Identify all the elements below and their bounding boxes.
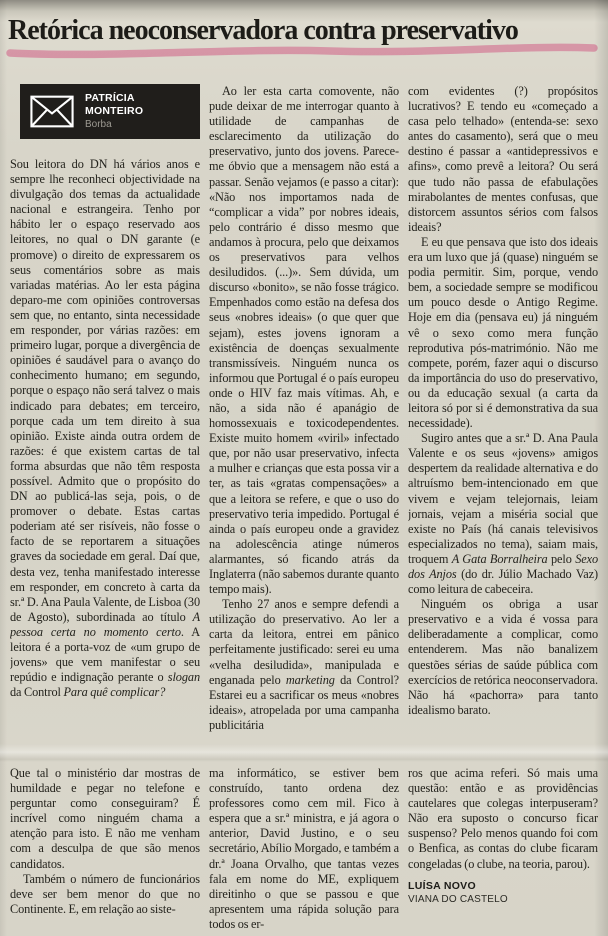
- second-letter-column-1-text: [10, 766, 200, 917]
- letter-column-2: [209, 84, 399, 760]
- author-location: Borba: [85, 119, 112, 131]
- second-letter-column-3-text: [408, 766, 598, 872]
- scan-edge-top: [0, 0, 608, 12]
- author-info: [85, 92, 143, 131]
- signature-location: VIANA DO CASTELO: [408, 894, 508, 906]
- paragraph: E eu que pensava que isto dos ideais era um luxo que já (quase) ninguém se podia permitir. Sim, porque, vendo bem, a sociedade sempre se modificou um pouco desde o Antigo Regime. Hoje em dia (pensava eu) já ninguém vê o sexo como mera função reprodutiva pós-matrimónio. Não me compete, porém, fazer aqui o discurso da importância do uso do preservativo, ou da educação sexual (a carta da leitora só por si é demonstrativa da sua necessidade).: [408, 234, 598, 431]
- paragraph: Sou leitora do DN há vários anos e sempre lhe reconheci objectividade na divulgação dos temas da actualidade nacional e estrangeira. Tenho por hábito ler o espaço reservado aos leitores, no qual o DN garante (e promove) o direito de expressarem os seus comentários sobre as mais variadas matérias. Ao ler esta página deparo-me com opiniões controversas sem que, no entanto, sinta necessidade em responder, por várias razões: em primeiro lugar, porque a divergência de opiniões é saudável para o avanço do conhecimento humano; em segundo, porque o espaço não será talvez o mais indicado para debates; em terceiro, porque cada um tem direito à sua opinião. Existe ainda outra ordem de razões: é que existem cartas de tal forma absurdas que não têm resposta possível. Admito que o propósito do DN ao publicá-las seja, pois, o de promover o debate. Estas cartas poderiam até ser risíveis, não fosse o facto de se reportarem a situações graves da sociedade em geral. Daí que, desta vez, tenha manifestado interesse em responder, em concreto à carta da sr.ª D. Ana Paula Valente, de Lisboa (30 de Agosto), subordinada ao título A pessoa certa no momento certo. A leitora é a porta-voz de «um grupo de jovens» que vem manifestar o seu repúdio e indignação perante o slogan da Control Para quê complicar?: [10, 157, 200, 700]
- paragraph: Ninguém os obriga a usar preservativo e a vida é vossa para deliberadamente a complicar, como entenderem. Mas não banalizem questões sérias de saúde pública com exercícios de retórica neoconservadora. Não há «pachorra» para tanto idealismo barato.: [408, 597, 598, 717]
- paragraph: com evidentes (?) propósitos lucrativos? E tendo eu «começado a casa pelo telhado» (entenda-se: sexo antes do casamento), será que o meu destino é passar a «antidepressivos e afins», como prevê a leitora? Ou será que tudo não passa de efabulações mirabolantes de mentes confusas, que distorcem assuntos sérios com falsos ideais?: [408, 84, 598, 234]
- letter-column-1-text: [10, 157, 200, 700]
- headline: Retórica neoconservadora contra preservativo: [8, 15, 518, 46]
- author-badge: [20, 84, 200, 139]
- letter-body: [10, 84, 598, 760]
- letter-column-3: [408, 84, 598, 760]
- second-letter-column-2-text: [209, 766, 399, 930]
- second-letter-column-2: [209, 766, 399, 930]
- paragraph: Sugiro antes que a sr.ª D. Ana Paula Valente e os seus «jovens» amigos despertem da realidade alternativa e do altruísmo bem-intencionado em que vivem e vejam telejornais, leiam jornais, vejam a miséria social que existe no País (há canais televisivos especializados no tema), saiam mais, troquem A Gata Borralheira pelo Sexo dos Anjos (do dr. Júlio Machado Vaz) como leitura de cabeceira.: [408, 431, 598, 597]
- signature: [408, 880, 598, 907]
- paragraph: Também o número de funcionários deve ser bem menor do que no Continente. E, em relação ao siste-: [10, 871, 200, 916]
- paragraph: ma informático, se estiver bem construído, tanto ordena dez professores como cem mil. Fico à espera que a sr.ª ministra, e já agora o anterior, David Justino, e o seu secretário, Abílio Morgado, e também a dr.ª Joana Orvalho, que tantas vezes fala em nome do ME, expliquem direitinho o que se passou e que apresentem uma rápida solução para todos os er-: [209, 766, 399, 930]
- envelope-icon: [30, 95, 74, 128]
- author-first-name: PATRÍCIA: [85, 91, 135, 104]
- paragraph: ros que acima referi. Só mais uma questão: então e as providências cautelares que colegas interpuseram? Não era suposto o concurso ficar suspenso? Pelo menos quando foi com o Benfica, as contas do clube ficaram congeladas (o clube, na teoria, parou).: [408, 766, 598, 871]
- paper-crease: [0, 744, 608, 762]
- signature-name: LUÍSA NOVO: [408, 879, 476, 892]
- paragraph: Que tal o ministério dar mostras de humildade e pegar no telefone e perguntar como conseguiram? É incrível como ninguém chama a atenção para isto. E não me venham com a desculpa de que são menos candidatos.: [10, 766, 200, 871]
- letter-column-2-text: [209, 84, 399, 733]
- letter-column-1: [10, 84, 200, 760]
- paragraph: Ao ler esta carta comovente, não pude deixar de me interrogar quanto à utilidade de campanhas de esclarecimento da utilização do preservativo, junto dos jovens. Parece-me óbvio que a mensagem não está a passar. Senão vejamos (e passo a citar): «Não nos importamos nada de “complicar a vida” por nobres ideais, pelo contrário é disso mesmo que andamos à procura, pelo que deixamos os preservativos para velhos desiludidos. (...)». Sem dúvida, um discurso «bonito», se não fosse trágico. Empenhados como estão na defesa dos seus «nobres ideais» (o que quer que sejam), estes jovens ignoram a existência de doenças sexualmente transmissíveis. Ninguém nunca os informou que Portugal é o país europeu onde o HIV faz mais vítimas. Ah, e não, a sida não é apanágio de homossexuais e toxicodependentes. Existe muito homem «viril» infectado que, por não usar preservativo, infecta a mulher e crianças que esta possa vir a ter, as tais «gratas compensações» a que a leitora se refere, e que o uso do preservativo teria impedido. Portugal é ainda o país europeu onde a gravidez na adolescência atinge números alarmantes, só ficando atrás da Inglaterra (não sabemos durante quanto tempo mais).: [209, 84, 399, 597]
- author-last-name: MONTEIRO: [85, 105, 144, 117]
- second-letter-body: [10, 766, 598, 930]
- paragraph: Tenho 27 anos e sempre defendi a utilização do preservativo. Ao ler a carta da leitora, entrei em pânico perfeitamente justificado: serei eu uma «velha desiludida», manipulada e enganada pelo marketing da Control? Estarei eu a sacrificar os meus «nobres ideais», atropelada por uma campanha publicitária: [209, 597, 399, 732]
- second-letter-column-3: [408, 766, 598, 930]
- second-letter-column-1: [10, 766, 200, 930]
- letter-column-3-text: [408, 84, 598, 718]
